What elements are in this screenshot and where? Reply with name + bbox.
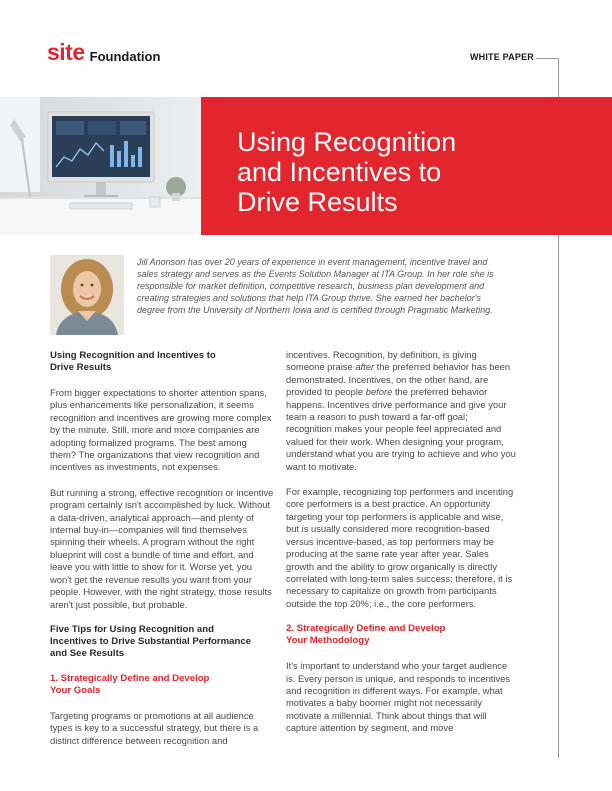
hero-desk-photo <box>0 97 201 235</box>
tip-2-heading <box>286 623 516 647</box>
header-rule <box>536 58 558 59</box>
tips-heading-line: and See Results <box>50 647 125 659</box>
emphasis-text: before <box>365 386 393 398</box>
author-bio-line: responsible for market definition, competitive research, business plan development and <box>137 281 485 291</box>
title-line: and Incentives to <box>237 157 442 187</box>
body-paragraph <box>286 349 516 473</box>
tip-1-heading <box>50 673 275 697</box>
author-bio-line: creating strategies and solutions that help ITA Group thrive. She earned her bachelor's <box>137 293 481 303</box>
tips-heading-line: Five Tips for Using Recognition and <box>50 623 214 635</box>
tip-heading-line: 2. Strategically Define and Develop <box>286 623 446 635</box>
left-column <box>50 350 275 747</box>
emphasis-text: after <box>355 361 375 373</box>
body-paragraph: From bigger expectations to shorter attention spans, plus enhancements like personalization, it seems recognition and incentives are growing more complex by the minute. Still, more and more companies are adopting formalized programs. The best among them? The organizations that view recognition and incentives as investments, not expenses. <box>50 387 272 473</box>
right-column <box>286 349 516 735</box>
tips-heading-line: Incentives to Drive Substantial Performance <box>50 635 252 647</box>
logo-foundation-text: Foundation <box>89 49 161 64</box>
section-heading <box>50 350 275 374</box>
body-paragraph: For example, recognizing top performers and incenting core performers is a best practice. An opportunity targeting your top performers is applicable and wise, but is usually considered more recognition-based versus incentive-based, as top performers may be producing at the same rate year after year. Sales growth and the ability to grow organically is directly correlated with long-term sales success; therefore, it is necessary to capitalize on growth from participants outside the top 20%; i.e., the core performers. <box>286 486 514 609</box>
body-paragraph: It's important to understand who your target audience is. Every person is unique, and responds to incentives and recognition in different ways. For example, what motivates a baby boomer might not necessarily motivate a millennial. Think about things that will capture attention by segment, and move <box>286 660 511 734</box>
site-foundation-logo <box>47 38 160 64</box>
page-title <box>237 127 537 217</box>
author-bio-line: Jill Anonson has over 20 years of experience in event management, incentive travel and <box>137 257 488 267</box>
tip-heading-line: Your Methodology <box>286 635 370 647</box>
body-text: the preferred behavior has been demonstrated. Incentives, on the other hand, are provided to people <box>286 361 511 398</box>
author-bio-line: sales strategy and serves as the Events Solution Manager at ITA Group. In her role she is <box>137 269 494 279</box>
body-text: incentives. Recognition, by definition, is giving someone praise <box>286 349 477 373</box>
tip-heading-line: 1. Strategically Define and Develop <box>50 672 210 684</box>
author-bio-line: degree from the University of Northern Iowa and is certified through Pragmatic Marketing. <box>137 305 493 315</box>
section-heading-line: Drive Results <box>50 362 112 373</box>
body-text: the preferred behavior happens. Incentives drive performance and give your team a reason to push toward a far-off goal; recognition makes your people feel appreciated and valued for their work. When designing your program, understand what you are trying to achieve and who you want to motivate. <box>286 386 516 472</box>
body-paragraph: But running a strong, effective recognition or incentive program certainly isn't accomplished by luck. Without a data-driven, analytical approach—and plenty of internal buy-in—companies will find themselves spinning their wheels. A program without the right blueprint will cost a bundle of time and effort, and leave you with little to show for it. Worse yet, you won't get the revenue results you want from your people. However, with the right strategy, those results aren't just possible, but probable. <box>50 486 274 610</box>
tip-heading-line: Your Goals <box>50 684 101 696</box>
author-bio <box>137 256 509 316</box>
body-paragraph: Targeting programs or promotions at all audience types is key to a successful strategy, but there is a distinct difference between recognition and <box>50 709 259 746</box>
section-heading-line: Using Recognition and Incentives to <box>50 350 216 361</box>
document-type-label: WHITE PAPER <box>469 52 534 62</box>
author-photo <box>50 255 124 335</box>
logo-site-text: site <box>47 39 85 65</box>
hero-title-band <box>201 97 612 235</box>
title-line: Drive Results <box>237 187 398 217</box>
title-line: Using Recognition <box>237 127 457 157</box>
tips-heading <box>50 624 275 660</box>
